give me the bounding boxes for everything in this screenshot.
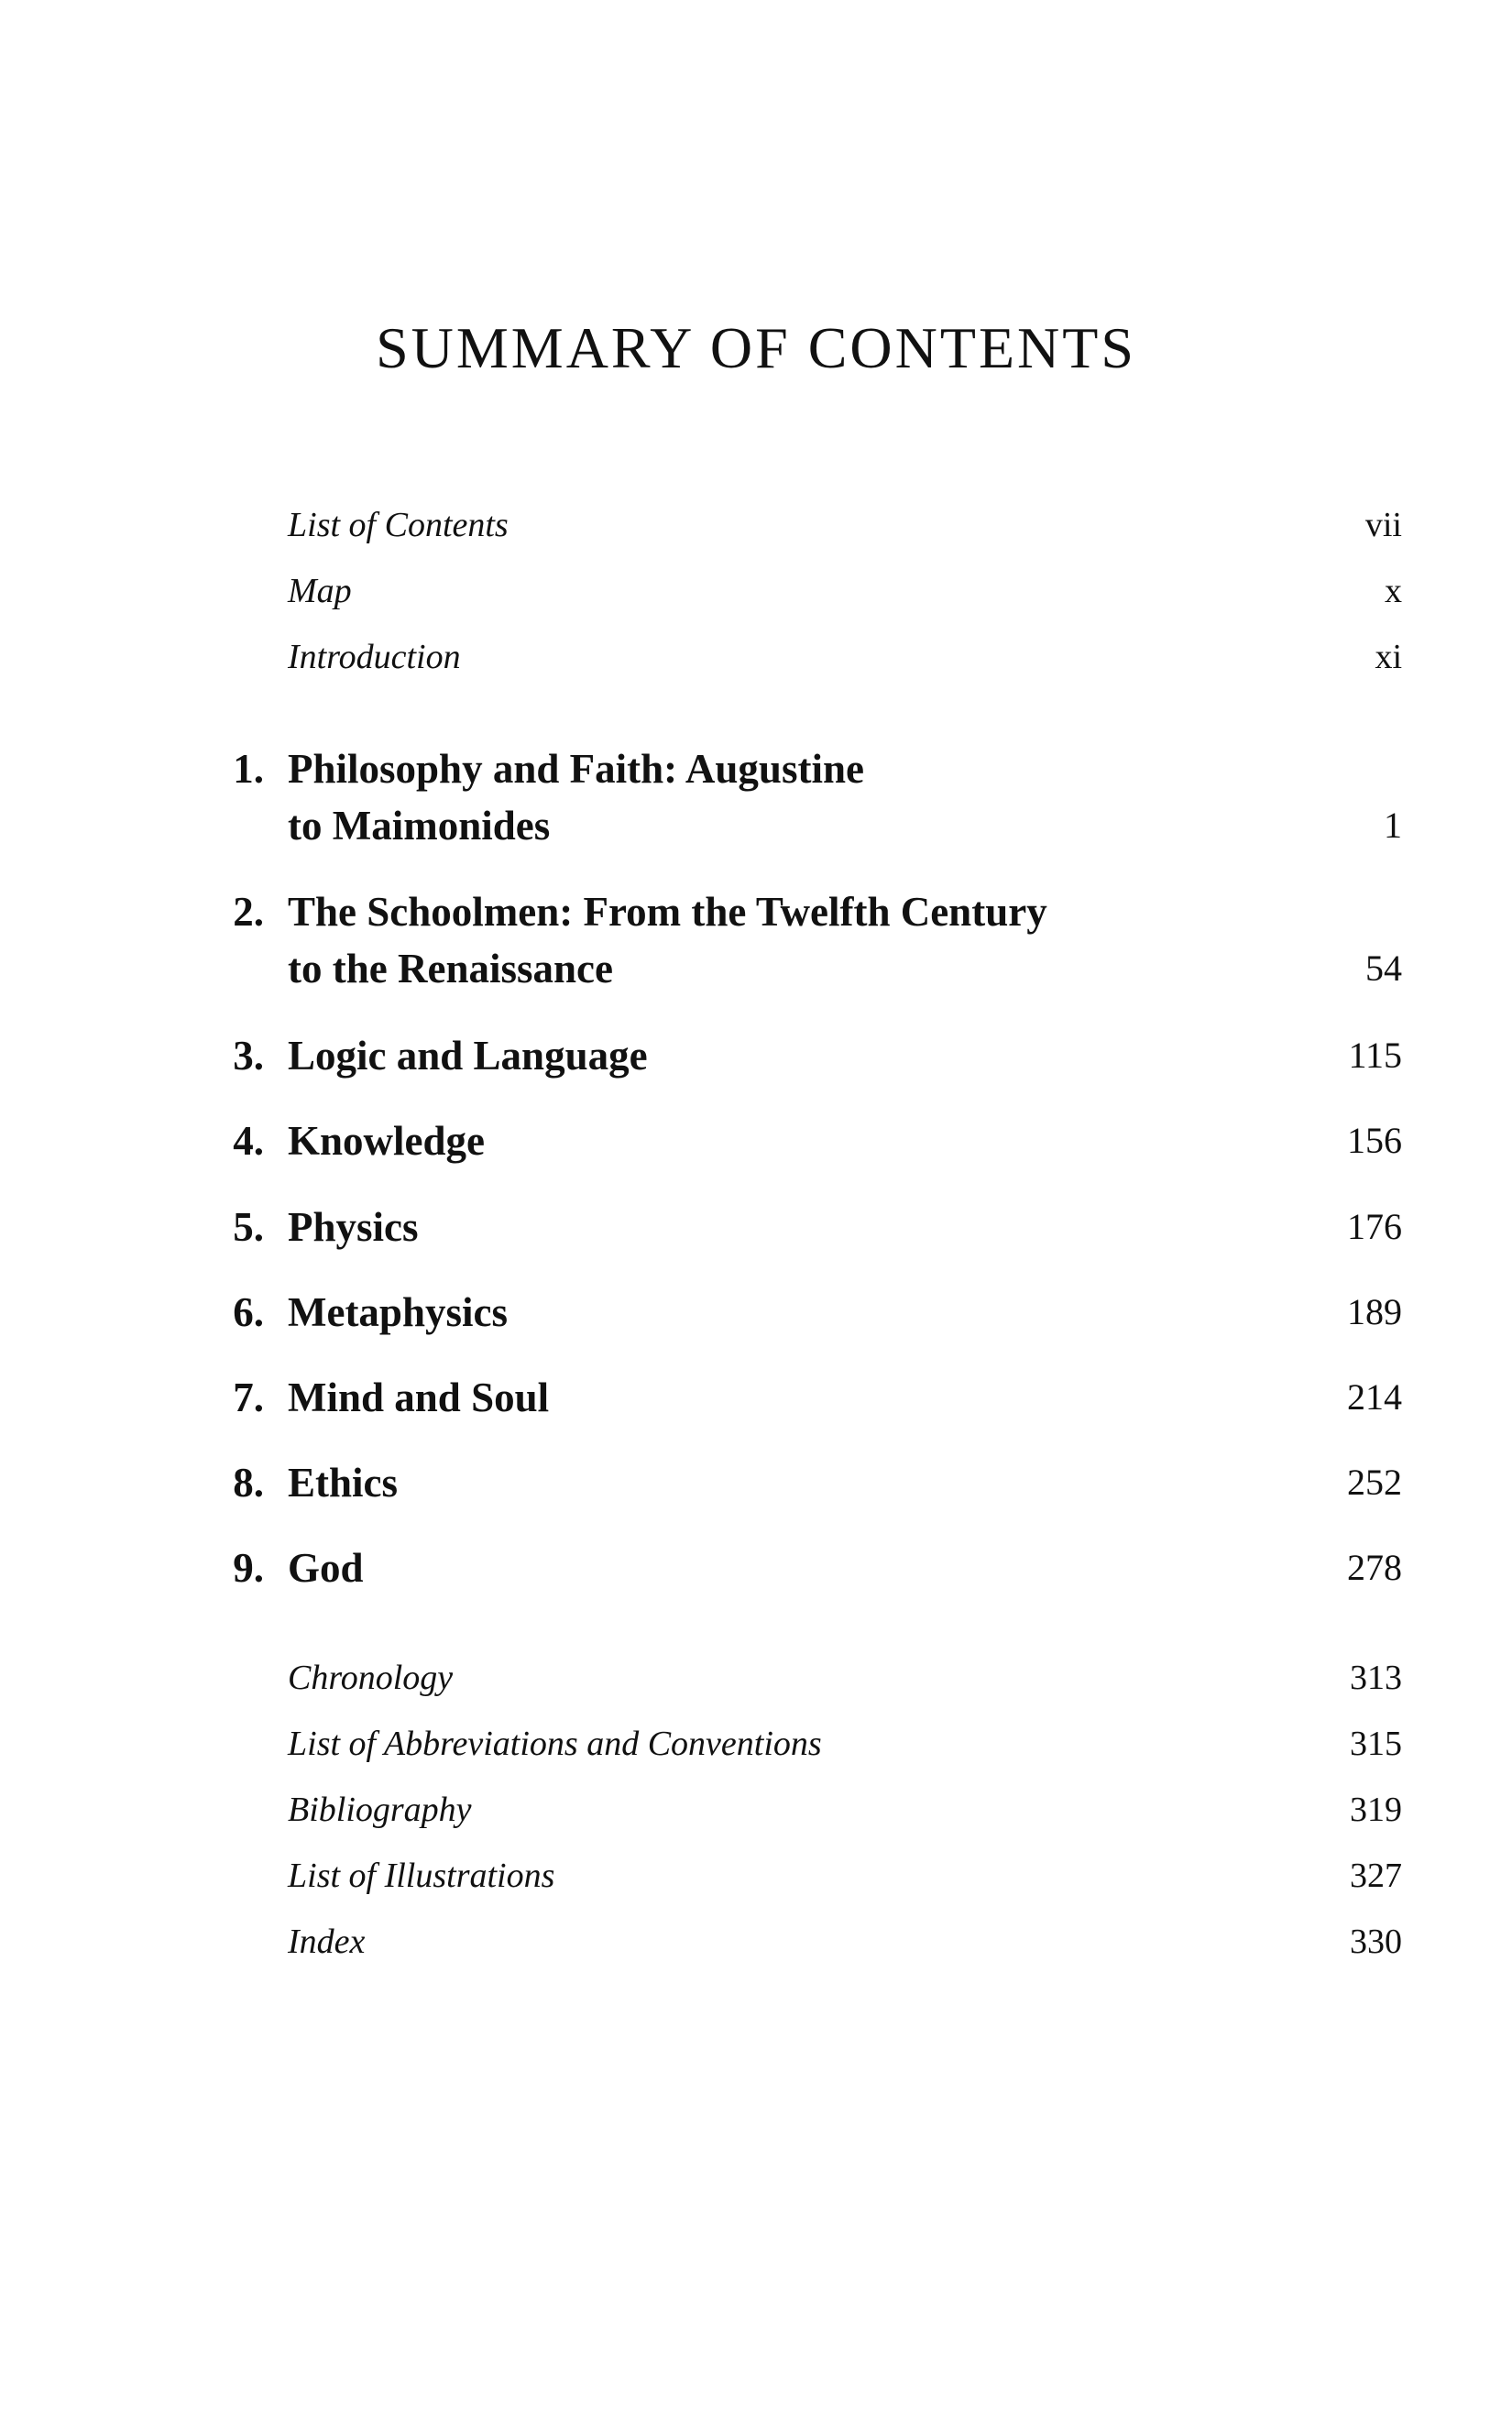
chapter-number: 7. <box>233 1375 264 1420</box>
chapter-title-line: Philosophy and Faith: Augustine <box>288 746 864 792</box>
chapter-number: 5. <box>233 1204 264 1250</box>
back-matter-label: List of Abbreviations and Conventions <box>288 1725 822 1763</box>
chapter-title: Physics <box>288 1204 419 1250</box>
back-matter-page: 327 <box>1350 1857 1402 1895</box>
chapter-number: 2. <box>233 889 264 935</box>
chapter-page: 278 <box>1347 1547 1402 1588</box>
chapter-number: 3. <box>233 1033 264 1079</box>
chapter-title <box>288 883 1047 997</box>
back-matter-page: 315 <box>1350 1725 1402 1763</box>
chapter-title: Metaphysics <box>288 1289 508 1335</box>
front-matter-page: xi <box>1375 638 1402 676</box>
chapter-page: 176 <box>1347 1206 1402 1247</box>
back-matter-page: 330 <box>1350 1923 1402 1961</box>
chapter-page: 115 <box>1348 1035 1402 1076</box>
back-matter-label: List of Illustrations <box>288 1857 555 1895</box>
chapter-number: 1. <box>233 746 264 792</box>
chapter-page: 156 <box>1347 1120 1402 1161</box>
chapter-title: Knowledge <box>288 1118 486 1164</box>
chapter-page: 214 <box>1347 1376 1402 1418</box>
chapter-page: 54 <box>1365 948 1402 989</box>
front-matter-label: Map <box>288 572 352 610</box>
chapter-title: Logic and Language <box>288 1033 648 1079</box>
back-matter-label: Index <box>288 1923 366 1961</box>
chapter-number: 6. <box>233 1289 264 1335</box>
chapter-title-line: The Schoolmen: From the Twelfth Century <box>288 889 1047 935</box>
chapter-title: Ethics <box>288 1460 399 1506</box>
chapter-title-line: to the Renaissance <box>288 946 613 991</box>
chapter-title <box>288 740 864 854</box>
page-title: SUMMARY OF CONTENTS <box>376 315 1136 380</box>
front-matter-label: List of Contents <box>288 506 509 544</box>
back-matter-label: Chronology <box>288 1659 454 1697</box>
chapter-page: 189 <box>1347 1291 1402 1332</box>
chapter-title: Mind and Soul <box>288 1375 550 1420</box>
chapter-number: 4. <box>233 1118 264 1164</box>
back-matter-label: Bibliography <box>288 1791 472 1829</box>
front-matter-page: x <box>1385 572 1402 610</box>
chapter-page: 1 <box>1384 805 1402 846</box>
chapter-number: 9. <box>233 1545 264 1591</box>
chapter-title-line: to Maimonides <box>288 803 551 849</box>
chapter-number: 8. <box>233 1460 264 1506</box>
back-matter-page: 319 <box>1350 1791 1402 1829</box>
chapter-page: 252 <box>1347 1462 1402 1503</box>
back-matter-page: 313 <box>1350 1659 1402 1697</box>
chapter-title: God <box>288 1545 364 1591</box>
front-matter-label: Introduction <box>288 638 461 676</box>
front-matter-page: vii <box>1364 506 1402 544</box>
